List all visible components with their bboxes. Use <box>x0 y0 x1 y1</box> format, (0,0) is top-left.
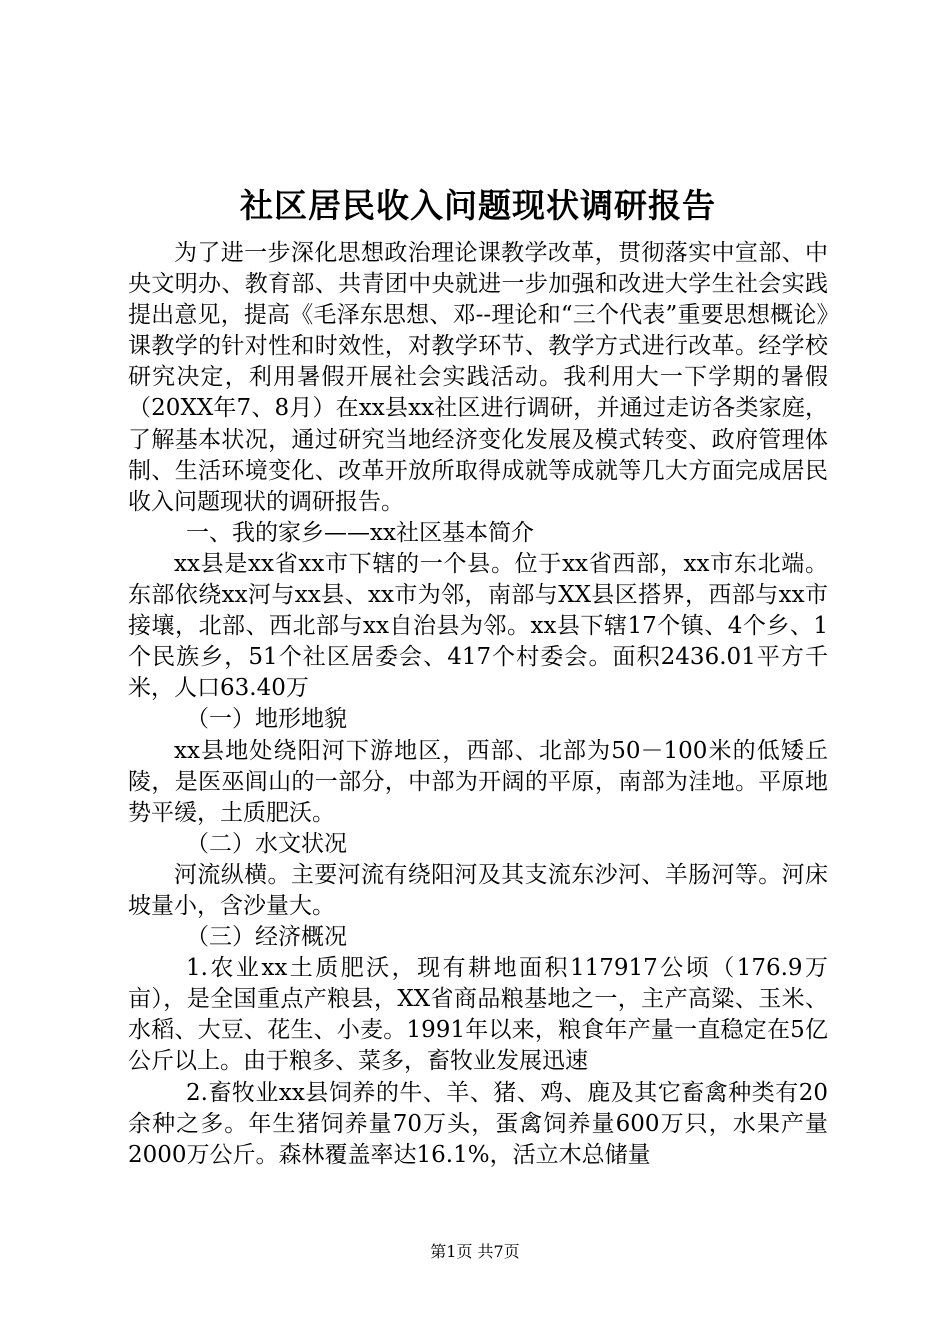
overview-paragraph: xx县是xx省xx市下辖的一个县。位于xx省西部，xx市东北端。东部依绕xx河与xx县、xx市为邻，南部与XX县区搭界，西部与xx市接壤，北部、西北部与xx自治县为邻。xx县下辖17个镇、4个乡、1个民族乡，51个社区居委会、417个村委会。面积2436.01平方千米，人口63.40万 <box>128 550 828 702</box>
terrain-paragraph: xx县地处绕阳河下游地区，西部、北部为50－100米的低矮丘陵，是医巫闾山的一部分，中部为开阔的平原，南部为洼地。平原地势平缓，土质肥沃。 <box>128 737 828 826</box>
page-footer: 第1页 共7页 <box>430 1242 520 1261</box>
document-page <box>128 182 828 1171</box>
livestock-paragraph: 2.畜牧业xx县饲养的牛、羊、猪、鸡、鹿及其它畜禽种类有20余种之多。年生猪饲养量70万头，蛋禽饲养量600万只，水果产量2000万公斤。森林覆盖率达16.1%，活立木总储量 <box>128 1079 828 1168</box>
section-heading-1: 一、我的家乡——xx社区基本简介 <box>186 519 534 546</box>
intro-paragraph: 为了进一步深化思想政治理论课教学改革，贯彻落实中宣部、中央文明办、教育部、共青团中央就进一步加强和改进大学生社会实践提出意见，提高《毛泽东思想、邓--理论和“三个代表”重要思想概论》课教学的针对性和时效性，对教学环节、教学方式进行改革。经学校研究决定，利用暑假开展社会实践活动。我利用大一下学期的暑假（20XX年7、8月）在xx县xx社区进行调研，并通过走访各类家庭，了解基本状况，通过研究当地经济变化发展及模式转变、政府管理体制、生活环境变化、改革开放所取得成就等成就等几大方面完成居民收入问题现状的调研报告。 <box>128 240 828 515</box>
subsection-heading-economy: （三）经济概况 <box>186 924 347 951</box>
hydrology-paragraph: 河流纵横。主要河流有绕阳河及其支流东沙河、羊肠河等。河床坡量小，含沙量大。 <box>128 861 828 919</box>
subsection-heading-hydrology: （二）水文状况 <box>186 830 347 857</box>
agriculture-paragraph: 1.农业xx土质肥沃，现有耕地面积117917公顷（176.9万亩），是全国重点产粮县，XX省商品粮基地之一，主产高粱、玉米、水稻、大豆、花生、小麦。1991年以来，粮食年产量一直稳定在5亿公斤以上。由于粮多、菜多，畜牧业发展迅速 <box>128 955 828 1075</box>
document-title: 社区居民收入问题现状调研报告 <box>240 186 716 225</box>
subsection-heading-terrain: （一）地形地貌 <box>186 706 347 733</box>
